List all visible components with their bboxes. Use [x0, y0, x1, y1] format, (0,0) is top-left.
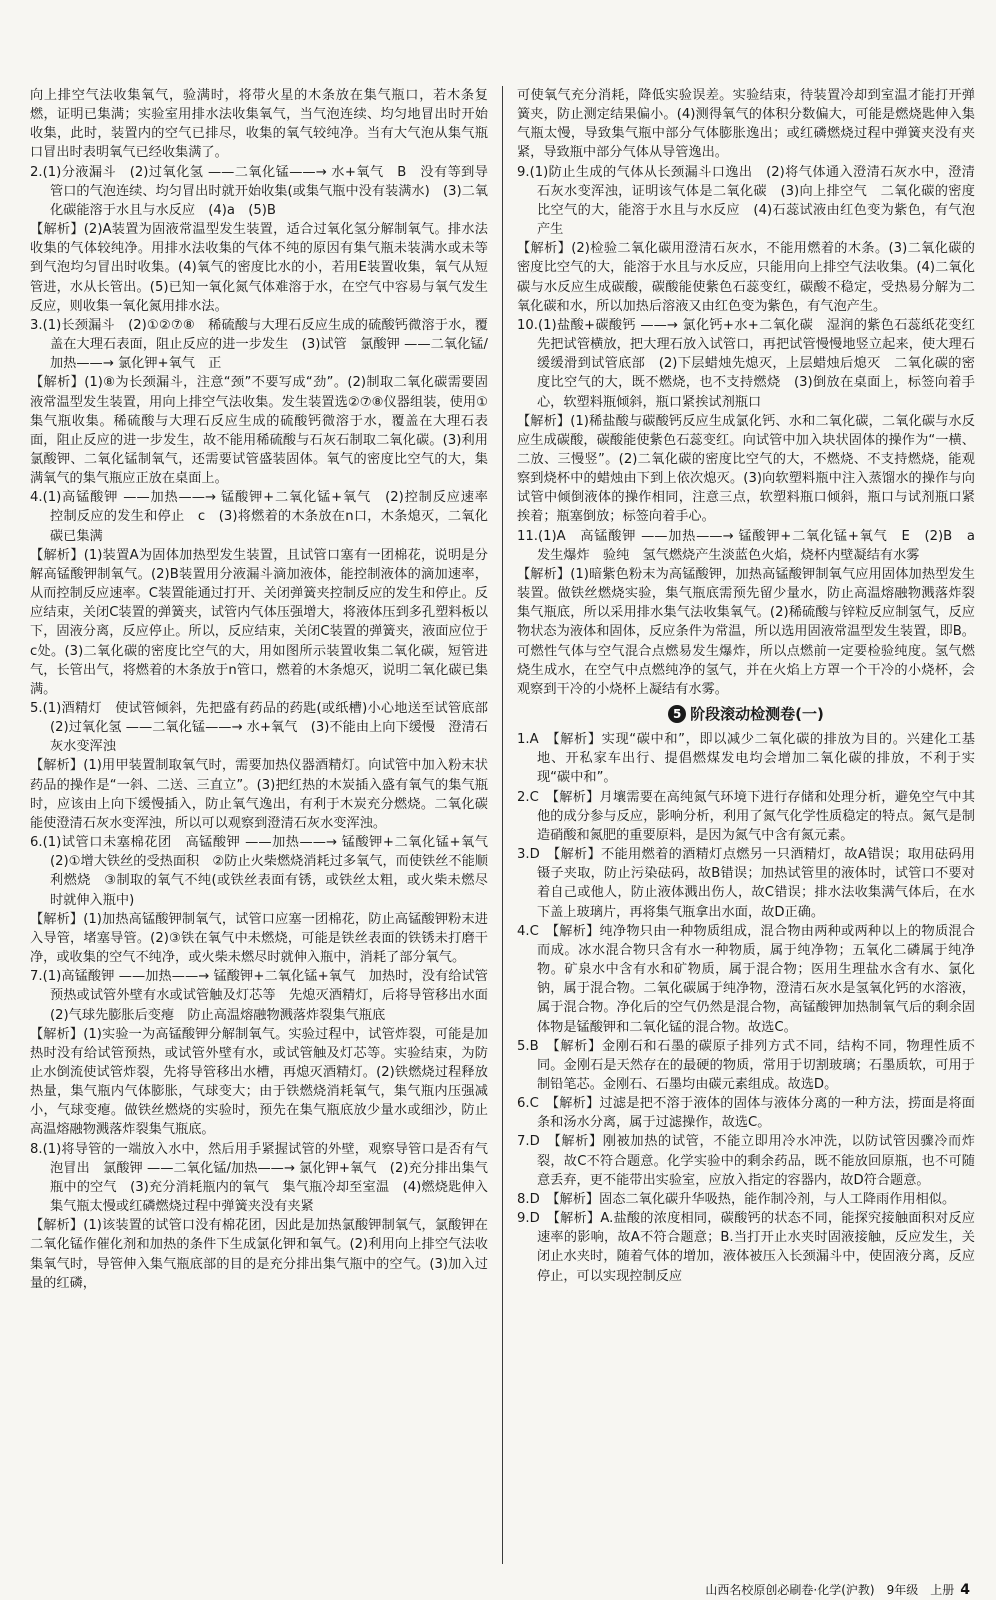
answer-item: 3.D 【解析】不能用燃着的酒精灯点燃另一只酒精灯，故A错误；取用砝码用镊子夹取，防止污染砝码，故B错误；加热试管里的液体时，试管口不要对着自己或他人，防止液体溅出伤人，故C错误；排水法收集满气体后，在水下盖上玻璃片，再将集气瓶拿出水面，故D正确。	[517, 847, 975, 920]
section-number-badge: 5	[668, 705, 686, 723]
answer-page	[30, 86, 989, 1576]
answer-text: 【解析】(1)暗紫色粉末为高锰酸钾，加热高锰酸钾制氧气应用固体加热型发生装置。做铁丝燃烧实验，集气瓶底需预先留少量水，防止高温熔融物溅落炸裂集气瓶底，所以采用排水集气法收集氧气。(2)稀硫酸与锌粒反应制氢气，反应物状态为液体和固体，反应条件为常温，所以选用固液常温型发生装置，即B。可燃性气体与空气混合点燃易发生爆炸，所以点燃前一定要检验纯度。氢气燃烧生成水，在空气中点燃纯净的氢气，并在火焰上方罩一个干冷的小烧杯，会观察到干冷的小烧杯上凝结有水雾。	[517, 566, 975, 697]
answer-item: 1.A 【解析】实现“碳中和”，即以减少二氧化碳的排放为目的。兴建化工基地、开私家车出行、提倡燃煤发电均会增加二氧化碳的排放，不利于实现“碳中和”。	[517, 732, 975, 786]
answer-item: 4.C 【解析】纯净物只由一种物质组成，混合物由两种或两种以上的物质混合而成。冰水混合物只含有水一种物质，属于纯净物；五氧化二磷属于纯净物。矿泉水中含有水和矿物质，属于混合物；医用生理盐水含有水、氯化钠，属于混合物。二氧化碳属于纯净物，澄清石灰水是氢氧化钙的水溶液，属于混合物。净化后的空气仍然是混合物，高锰酸钾加热制氧气后的剩余固体物是锰酸钾和二氧化锰的混合物。故选C。	[517, 923, 975, 1035]
answer-item: 7.(1)高锰酸钾 ——加热——→ 锰酸钾+二氧化锰+氧气 加热时，没有给试管预热或试管外壁有水或试管触及灯芯等 先熄灭酒精灯，后将导管移出水面 (2)气球先膨胀后变瘪 防止高温熔融物溅落炸裂集气瓶底	[30, 969, 502, 1023]
answer-item: 3.(1)长颈漏斗 (2)①②⑦⑧ 稀硫酸与大理石反应生成的硫酸钙微溶于水，覆盖在大理石表面，阻止反应的进一步发生 (3)试管 氯酸钾 ——二氧化锰/加热——→ 氯化钾+氧气 正	[30, 317, 488, 372]
answer-text: 【解析】(1)稀盐酸与碳酸钙反应生成氯化钙、水和二氧化碳，二氧化碳与水反应生成碳酸，碳酸能使紫色石蕊变红。向试管中加入块状固体的操作为“一横、二放、三慢竖”。(2)二氧化碳的密度比空气的大，不燃烧、不支持燃烧，能观察到烧杯中的蜡烛由下到上依次熄灭。(3)向软塑料瓶中注入蒸馏水的操作与向试管中倾倒液体的操作相同，注意三点，软塑料瓶口倾斜，瓶口与试剂瓶口紧挨着；瓶塞倒放；标签向着手心。	[517, 413, 975, 525]
answer-item: 8.D 【解析】固态二氧化碳升华吸热，能作制冷剂，与人工降雨作用相似。	[517, 1191, 956, 1207]
answer-text: 向上排空气法收集氧气，验满时，将带火星的木条放在集气瓶口，若木条复燃，证明已集满；实验室用排水法收集氧气，当气泡连续、均匀地冒出时开始收集，此时，装置内的空气已排尽，收集的氧气较纯净。当有大气泡从集气瓶口冒出时表明氧气已经收集满了。	[30, 88, 488, 161]
answer-item: 8.(1)将导管的一端放入水中，然后用手紧握试管的外壁，观察导管口是否有气泡冒出 氯酸钾 ——二氧化锰/加热——→ 氯化钾+氧气 (2)充分排出集气瓶中的空气 (3)充分消耗瓶内的氧气 集气瓶冷却至室温 (4)燃烧匙伸入集气瓶太慢或红磷燃烧过程中弹簧夹没有夹紧	[30, 1141, 488, 1215]
right-answers-continued	[517, 86, 989, 699]
answer-item: 10.(1)盐酸+碳酸钙 ——→ 氯化钙+水+二氧化碳 湿润的紫色石蕊纸花变红 先把试管横放，把大理石放入试管口，再把试管慢慢地竖立起来，使大理石缓缓滑到试管底部 (2)下层蜡烛先熄灭，上层蜡烛后熄灭 二氧化碳的密度比空气的大，既不燃烧，也不支持燃烧 (3)倒放在桌面上，标签向着手心，软塑料瓶倾斜，瓶口紧挨试剂瓶口	[517, 317, 989, 410]
answer-text: 【解析】(2)检验二氧化碳用澄清石灰水，不能用燃着的木条。(3)二氧化碳的密度比空气的大，能溶于水且与水反应，只能用向上排空气法收集。(4)二氧化碳与水反应生成碳酸，碳酸能使紫色石蕊变红，碳酸不稳定，受热易分解为二氧化碳和水，所以加热后溶液又由红色变为紫色，有气泡产生。	[517, 241, 975, 314]
answer-item: 7.D 【解析】刚被加热的试管，不能立即用冷水冲洗，以防试管因骤冷而炸裂，故C不符合题意。化学实验中的剩余药品，既不能放回原瓶，也不可随意丢弃，更不能带出实验室，应放入指定的容器内，故D符合题意。	[517, 1134, 975, 1188]
answer-item: 9.D 【解析】A.盐酸的浓度相同，碳酸钙的状态不同，能探究接触面积对反应速率的影响，故A不符合题意；B.当打开止水夹时固液接触，反应发生，关闭止水夹时，随着气体的增加，液体被压入长颈漏斗中，使固液分离，反应停止，可以实现控制反应	[517, 1211, 975, 1284]
answer-item: 11.(1)A 高锰酸钾 ——加热——→ 锰酸钾+二氧化锰+氧气 E (2)B a 发生爆炸 验纯 氢气燃烧产生淡蓝色火焰，烧杯内壁凝结有水雾	[517, 528, 989, 563]
section-answers	[517, 730, 975, 1286]
answer-text: 【解析】(1)该装置的试管口没有棉花团，因此是加热氯酸钾制氧气，氯酸钾在二氧化锰作催化剂和加热的条件下生成氯化钾和氧气。(2)利用向上排空气法收集氧气时，导管伸入集气瓶底部的目的是充分排出集气瓶中的空气。(3)加入过量的红磷，	[30, 1218, 488, 1291]
answer-item: 2.(1)分液漏斗 (2)过氧化氢 ——二氧化锰——→ 水+氧气 B 没有等到导管口的气泡连续、均匀冒出时就开始收集(或集气瓶中没有装满水) (3)二氧化碳能溶于水且与水反应 (4)a (5)B	[30, 164, 488, 218]
page-number: 4	[960, 1582, 970, 1598]
footer-book-title: 山西名校原创必刷卷·化学(沪教) 9年级 上册	[705, 1583, 955, 1597]
right-column	[517, 86, 989, 1564]
section-title: 阶段滚动检测卷(一)	[690, 705, 824, 723]
answer-item: 6.(1)试管口未塞棉花团 高锰酸钾 ——加热——→ 锰酸钾+二氧化锰+氧气 (2)①增大铁丝的受热面积 ②防止火柴燃烧消耗过多氧气，而使铁丝不能顺利燃烧 ③制取的氧气不纯(或铁丝表面有锈，或铁丝太粗，或火柴未燃尽时就伸入瓶中)	[30, 835, 502, 908]
page-footer	[590, 1582, 970, 1598]
left-column	[30, 86, 502, 1564]
answer-text: 【解析】(1)实验一为高锰酸钾分解制氧气。实验过程中，试管炸裂，可能是加热时没有给试管预热，或试管外壁有水，或试管触及灯芯等。实验结束，为防止水倒流使试管炸裂，先将导管移出水槽，再熄灭酒精灯。(2)铁燃烧过程释放热量，集气瓶内气体膨胀，气球变大；由于铁燃烧消耗氧气，集气瓶内压强减小，气球变瘪。做铁丝燃烧的实验时，预先在集气瓶底放少量水或细沙，防止高温熔融物溅落炸裂集气瓶底。	[30, 1026, 488, 1138]
answer-text: 【解析】(1)装置A为固体加热型发生装置，且试管口塞有一团棉花，说明是分解高锰酸钾制氧气。(2)B装置用分液漏斗滴加液体，能控制液体的滴加速率，从而控制反应速率。C装置能通过打开、关闭弹簧夹控制反应的发生和停止。反应结束，关闭C装置的弹簧夹，试管内气体压强增大，将液体压到多孔塑料板以下，固液分离，反应停止。所以，反应结束，关闭C装置的弹簧夹，液面应位于c处。(3)二氧化碳的密度比空气的大，用如图所示装置收集二氧化碳，短管进气，长管出气，将燃着的木条放于n管口，燃着的木条熄灭，说明二氧化碳已集满。	[30, 547, 488, 697]
answer-item: 9.(1)防止生成的气体从长颈漏斗口逸出 (2)将气体通入澄清石灰水中，澄清石灰水变浑浊，证明该气体是二氧化碳 (3)向上排空气 二氧化碳的密度比空气的大，能溶于水且与水反应 (4)石蕊试液由红色变为紫色，有气泡产生	[517, 164, 975, 238]
answer-text: 【解析】(2)A装置为固液常温型发生装置，适合过氧化氢分解制氧气。排水法收集的气体较纯净。用排水法收集的气体不纯的原因有集气瓶未装满水或未等到气泡均匀冒出时收集。(4)氧气的密度比水的小，若用E装置收集，氧气从短管进，水从长管出。(5)已知一氧化氮气体难溶于水，在空气中容易与氧气发生反应，则收集一氧化氮用排水法。	[30, 222, 488, 314]
answer-item: 6.C 【解析】过滤是把不溶于液体的固体与液体分离的一种方法，捞面是将面条和汤水分离，属于过滤操作，故选C。	[517, 1096, 975, 1131]
answer-text: 【解析】(1)用甲装置制取氧气时，需要加热仪器酒精灯。向试管中加入粉末状药品的操作是“一斜、二送、三直立”。(3)把红热的木炭插入盛有氧气的集气瓶时，应该由上向下缓慢插入，防止氧气逸出，有利于木炭充分燃烧。二氧化碳能使澄清石灰水变浑浊，所以可以观察到澄清石灰水变浑浊。	[30, 758, 488, 831]
answer-item: 4.(1)高锰酸钾 ——加热——→ 锰酸钾+二氧化锰+氧气 (2)控制反应速率 控制反应的发生和停止 c (3)将燃着的木条放在n口，木条熄灭，二氧化碳已集满	[30, 490, 502, 544]
answer-text: 【解析】(1)⑧为长颈漏斗，注意“颈”不要写成“劲”。(2)制取二氧化碳需要固液常温型发生装置，用向上排空气法收集。发生装置选②⑦⑧仪器组装，使用①集气瓶收集。稀硫酸与大理石反应生成的硫酸钙微溶于水，覆盖在大理石表面，阻止反应的进一步发生，故不能用稀硫酸与石灰石制取二氧化碳。(3)利用氯酸钾、二氧化锰制氧气，还需要试管盛装固体。氧气的密度比空气的大，集满氧气的集气瓶应正放在桌面上。	[30, 375, 488, 487]
column-divider	[502, 86, 503, 1564]
section-heading	[517, 705, 975, 724]
answer-item: 5.(1)酒精灯 使试管倾斜，先把盛有药品的药匙(或纸槽)小心地送至试管底部 (2)过氧化氢 ——二氧化锰——→ 水+氧气 (3)不能由上向下缓慢 澄清石灰水变浑浊	[30, 701, 502, 755]
answer-text: 【解析】(1)加热高锰酸钾制氧气，试管口应塞一团棉花，防止高锰酸钾粉末进入导管，堵塞导管。(2)③铁在氧气中未燃烧，可能是铁丝表面的铁锈未打磨干净，或收集的空气不纯净，或火柴未燃尽时就伸入瓶中，消耗了部分氧气。	[30, 911, 488, 966]
answer-text: 可使氧气充分消耗，降低实验误差。实验结束，待装置冷却到室温才能打开弹簧夹，防止测定结果偏小。(4)测得氧气的体积分数偏大，可能是燃烧匙伸入集气瓶太慢，导致集气瓶中部分气体膨胀逸出；或红磷燃烧过程中弹簧夹没有夹紧，导致瓶中部分气体从导管逸出。	[517, 88, 975, 161]
answer-item: 5.B 【解析】金刚石和石墨的碳原子排列方式不同，结构不同，物理性质不同。金刚石是天然存在的最硬的物质，常用于切割玻璃；石墨质软，可用于制铅笔芯。金刚石、石墨均由碳元素组成。故选D。	[517, 1038, 975, 1092]
answer-item: 2.C 【解析】月壤需要在高纯氮气环境下进行存储和处理分析，避免空气中其他的成分参与反应，影响分析，利用了氮气化学性质稳定的特点。氮气是制造硝酸和氮肥的重要原料，是因为氮气中含有氮元素。	[517, 789, 975, 843]
